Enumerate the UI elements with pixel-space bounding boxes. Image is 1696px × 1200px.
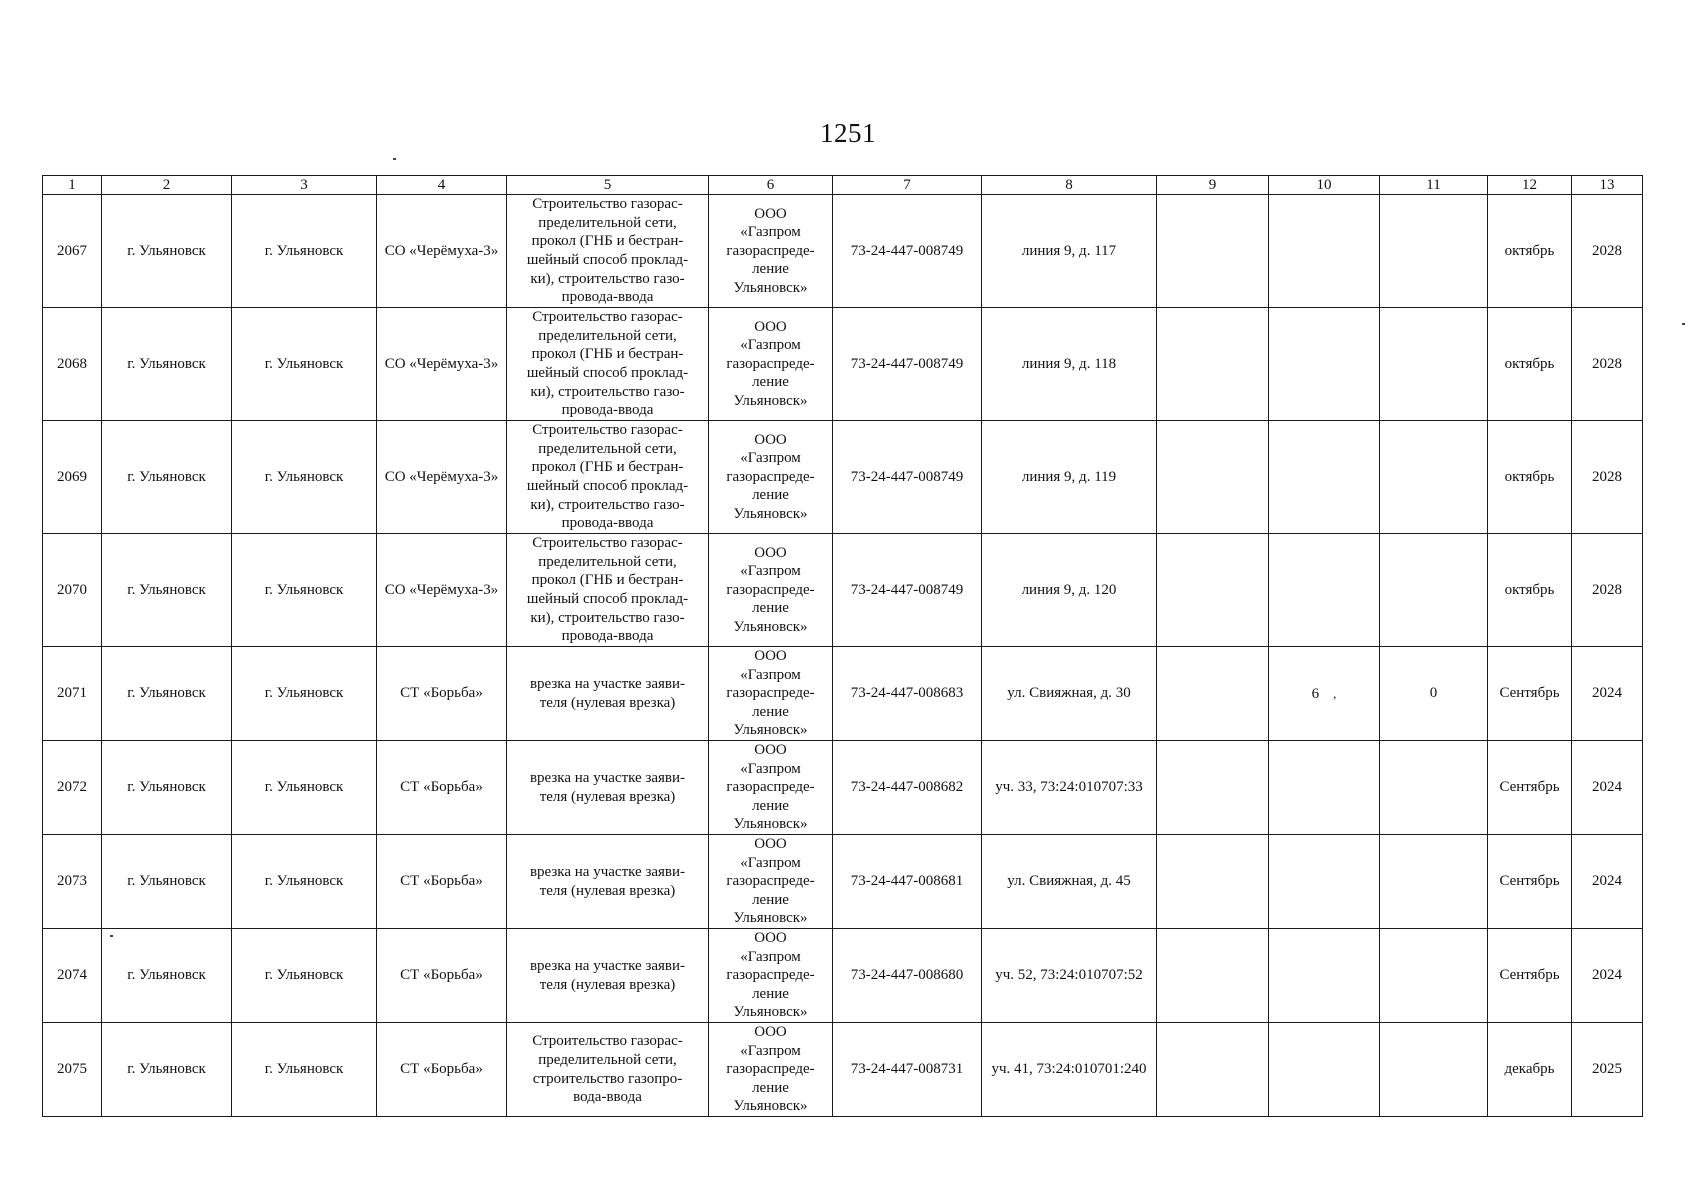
column-9-cell	[1157, 421, 1269, 534]
column-11-cell	[1380, 929, 1488, 1023]
municipality-cell: г. Ульяновск	[102, 308, 232, 421]
code-cell: 73-24-447-008749	[833, 308, 982, 421]
work-description-line: провода-ввода	[561, 515, 654, 532]
code-cell: 73-24-447-008749	[833, 195, 982, 308]
work-description-cell	[507, 835, 709, 929]
organization-line: ООО	[754, 742, 787, 759]
address-cell: линия 9, д. 119	[982, 421, 1157, 534]
organization-line: ООО	[754, 1024, 787, 1041]
work-description-line: пределительной сети,	[538, 1051, 677, 1068]
organization-line: ление	[752, 600, 789, 617]
register-table	[42, 175, 1643, 1117]
work-description-line: пределительной сети,	[538, 440, 677, 457]
municipality-cell: г. Ульяновск	[102, 835, 232, 929]
organization-line: «Газпром	[740, 1042, 801, 1059]
organization-line: Ульяновск»	[733, 279, 808, 296]
object-cell: СО «Черёмуха-3»	[377, 195, 507, 308]
column-9-cell	[1157, 1023, 1269, 1117]
work-description-line: Строительство газорас-	[532, 309, 683, 326]
organization-line: «Газпром	[740, 854, 801, 871]
code-cell: 73-24-447-008681	[833, 835, 982, 929]
organization-line: ление	[752, 374, 789, 391]
row-number-cell: 2068	[43, 308, 102, 421]
work-description-line: шейный способ проклад-	[526, 478, 689, 494]
work-description-line: шейный способ проклад-	[526, 365, 689, 381]
organization-line: Ульяновск»	[733, 392, 808, 409]
organization-cell	[709, 534, 833, 647]
work-description-line: теля (нулевая врезка)	[539, 976, 676, 993]
row-number-cell: 2072	[43, 741, 102, 835]
year-cell: 2024	[1572, 929, 1643, 1023]
column-11-cell: 0	[1380, 647, 1488, 741]
address-cell: линия 9, д. 117	[982, 195, 1157, 308]
organization-line: Ульяновск»	[733, 505, 808, 522]
row-number-cell: 2070	[43, 534, 102, 647]
organization-cell	[709, 421, 833, 534]
organization-line: Ульяновск»	[733, 910, 808, 927]
work-description-line: шейный способ проклад-	[526, 591, 689, 607]
organization-line: ление	[752, 261, 789, 278]
work-description-line: ки), строительство газо-	[530, 496, 685, 513]
column-9-cell	[1157, 534, 1269, 647]
year-cell: 2024	[1572, 647, 1643, 741]
settlement-cell: г. Ульяновск	[232, 195, 377, 308]
address-cell: линия 9, д. 118	[982, 308, 1157, 421]
work-description-line: ки), строительство газо-	[530, 270, 685, 287]
organization-cell	[709, 308, 833, 421]
year-cell: 2028	[1572, 195, 1643, 308]
month-cell: Сентябрь	[1488, 647, 1572, 741]
work-description-cell	[507, 534, 709, 647]
settlement-cell: г. Ульяновск	[232, 534, 377, 647]
organization-line: «Газпром	[740, 224, 801, 241]
organization-line: ление	[752, 703, 789, 720]
work-description-line: ки), строительство газо-	[530, 383, 685, 400]
work-description-line: Строительство газорас-	[532, 422, 683, 439]
row-number-cell: 2074	[43, 929, 102, 1023]
column-10-cell	[1269, 929, 1380, 1023]
year-cell: 2028	[1572, 534, 1643, 647]
organization-line: «Газпром	[740, 563, 801, 580]
column-11-cell	[1380, 741, 1488, 835]
work-description-line: шейный способ проклад-	[526, 252, 689, 268]
code-cell: 73-24-447-008680	[833, 929, 982, 1023]
organization-line: «Газпром	[740, 948, 801, 965]
object-cell: СО «Черёмуха-3»	[377, 421, 507, 534]
column-11-cell	[1380, 421, 1488, 534]
code-cell: 73-24-447-008731	[833, 1023, 982, 1117]
column-number-cell: 1	[43, 176, 102, 195]
work-description-line: прокол (ГНБ и бестран-	[531, 346, 684, 363]
row-number-cell: 2067	[43, 195, 102, 308]
work-description-line: теля (нулевая врезка)	[539, 694, 676, 711]
work-description-line: теля (нулевая врезка)	[539, 882, 676, 899]
month-cell: Сентябрь	[1488, 929, 1572, 1023]
table-row	[43, 741, 1643, 835]
month-cell: октябрь	[1488, 421, 1572, 534]
municipality-cell: г. Ульяновск	[102, 741, 232, 835]
column-10-cell	[1269, 195, 1380, 308]
organization-line: газораспреде-	[726, 873, 815, 890]
address-cell: уч. 41, 73:24:010701:240	[982, 1023, 1157, 1117]
settlement-cell: г. Ульяновск	[232, 308, 377, 421]
table-row	[43, 647, 1643, 741]
column-number-cell: 2	[102, 176, 232, 195]
municipality-cell: г. Ульяновск	[102, 929, 232, 1023]
table-row	[43, 421, 1643, 534]
row-number-cell: 2069	[43, 421, 102, 534]
month-cell: Сентябрь	[1488, 741, 1572, 835]
column-10-cell	[1269, 1023, 1380, 1117]
organization-cell	[709, 195, 833, 308]
month-cell: октябрь	[1488, 195, 1572, 308]
organization-line: ООО	[754, 431, 787, 448]
municipality-cell: г. Ульяновск	[102, 647, 232, 741]
organization-line: ление	[752, 985, 789, 1002]
address-cell: линия 9, д. 120	[982, 534, 1157, 647]
row-number-cell: 2071	[43, 647, 102, 741]
settlement-cell: г. Ульяновск	[232, 835, 377, 929]
settlement-cell: г. Ульяновск	[232, 647, 377, 741]
work-description-line: провода-ввода	[561, 289, 654, 306]
column-9-cell	[1157, 195, 1269, 308]
organization-line: ООО	[754, 836, 787, 853]
address-cell: уч. 33, 73:24:010707:33	[982, 741, 1157, 835]
year-cell: 2028	[1572, 308, 1643, 421]
column-number-cell: 5	[507, 176, 709, 195]
work-description-line: Строительство газорас-	[532, 196, 683, 213]
organization-line: газораспреде-	[726, 685, 815, 702]
organization-line: ООО	[754, 930, 787, 947]
column-number-cell: 8	[982, 176, 1157, 195]
object-cell: СО «Черёмуха-3»	[377, 308, 507, 421]
organization-line: газораспреде-	[726, 1061, 815, 1078]
organization-cell	[709, 929, 833, 1023]
month-cell: октябрь	[1488, 534, 1572, 647]
object-cell: СТ «Борьба»	[377, 647, 507, 741]
object-cell: СТ «Борьба»	[377, 741, 507, 835]
municipality-cell: г. Ульяновск	[102, 421, 232, 534]
table-row	[43, 308, 1643, 421]
address-cell: ул. Свияжная, д. 30	[982, 647, 1157, 741]
column-9-cell	[1157, 308, 1269, 421]
column-number-cell: 11	[1380, 176, 1488, 195]
municipality-cell: г. Ульяновск	[102, 534, 232, 647]
column-number-cell: 10	[1269, 176, 1380, 195]
work-description-cell	[507, 1023, 709, 1117]
work-description-cell	[507, 929, 709, 1023]
work-description-line: пределительной сети,	[538, 214, 677, 231]
column-11-cell	[1380, 195, 1488, 308]
scan-speck	[393, 158, 396, 160]
column-11-cell	[1380, 835, 1488, 929]
organization-line: ление	[752, 1079, 789, 1096]
work-description-line: прокол (ГНБ и бестран-	[531, 459, 684, 476]
month-cell: октябрь	[1488, 308, 1572, 421]
column-number-cell: 6	[709, 176, 833, 195]
organization-line: ООО	[754, 318, 787, 335]
column-10-cell	[1269, 534, 1380, 647]
year-cell: 2028	[1572, 421, 1643, 534]
column-9-cell	[1157, 929, 1269, 1023]
work-description-cell	[507, 421, 709, 534]
work-description-line: прокол (ГНБ и бестран-	[531, 233, 684, 250]
organization-line: ление	[752, 487, 789, 504]
organization-line: газораспреде-	[726, 581, 815, 598]
column-10-cell	[1269, 741, 1380, 835]
work-description-line: провода-ввода	[561, 628, 654, 645]
column-number-cell: 13	[1572, 176, 1643, 195]
organization-line: газораспреде-	[726, 355, 815, 372]
code-cell: 73-24-447-008749	[833, 421, 982, 534]
column-11-cell	[1380, 534, 1488, 647]
year-cell: 2024	[1572, 835, 1643, 929]
settlement-cell: г. Ульяновск	[232, 1023, 377, 1117]
scan-speck	[1682, 323, 1685, 325]
municipality-cell: г. Ульяновск	[102, 1023, 232, 1117]
work-description-line: строительство газопро-	[532, 1070, 683, 1087]
work-description-cell	[507, 741, 709, 835]
object-cell: СТ «Борьба»	[377, 1023, 507, 1117]
column-number-cell: 3	[232, 176, 377, 195]
work-description-line: прокол (ГНБ и бестран-	[531, 572, 684, 589]
organization-line: ление	[752, 797, 789, 814]
organization-line: «Газпром	[740, 337, 801, 354]
table-row	[43, 1023, 1643, 1117]
work-description-line: ки), строительство газо-	[530, 609, 685, 626]
organization-line: Ульяновск»	[733, 1098, 808, 1115]
organization-line: «Газпром	[740, 760, 801, 777]
work-description-line: вода-ввода	[573, 1089, 642, 1106]
work-description-line: врезка на участке заяви-	[529, 863, 686, 880]
work-description-cell	[507, 195, 709, 308]
organization-line: ООО	[754, 205, 787, 222]
address-cell: ул. Свияжная, д. 45	[982, 835, 1157, 929]
municipality-cell: г. Ульяновск	[102, 195, 232, 308]
column-10-cell	[1269, 308, 1380, 421]
address-cell: уч. 52, 73:24:010707:52	[982, 929, 1157, 1023]
settlement-cell: г. Ульяновск	[232, 741, 377, 835]
organization-line: ООО	[754, 648, 787, 665]
organization-line: Ульяновск»	[733, 618, 808, 635]
organization-cell	[709, 835, 833, 929]
organization-line: газораспреде-	[726, 967, 815, 984]
table-row	[43, 835, 1643, 929]
column-number-cell: 4	[377, 176, 507, 195]
year-cell: 2024	[1572, 741, 1643, 835]
organization-line: Ульяновск»	[733, 816, 808, 833]
work-description-cell	[507, 308, 709, 421]
work-description-cell	[507, 647, 709, 741]
work-description-line: врезка на участке заяви-	[529, 769, 686, 786]
month-cell: Сентябрь	[1488, 835, 1572, 929]
object-cell: СО «Черёмуха-3»	[377, 534, 507, 647]
column-11-cell	[1380, 1023, 1488, 1117]
organization-line: газораспреде-	[726, 242, 815, 259]
month-cell: декабрь	[1488, 1023, 1572, 1117]
column-10-cell	[1269, 421, 1380, 534]
page-number: 1251	[820, 118, 876, 148]
scan-mark: ,	[1333, 685, 1337, 701]
object-cell: СТ «Борьба»	[377, 929, 507, 1023]
organization-cell	[709, 1023, 833, 1117]
organization-line: Ульяновск»	[733, 722, 808, 739]
code-cell: 73-24-447-008749	[833, 534, 982, 647]
column-9-cell	[1157, 741, 1269, 835]
organization-cell	[709, 741, 833, 835]
organization-cell	[709, 647, 833, 741]
column-10-value: 6	[1311, 685, 1320, 702]
work-description-line: теля (нулевая врезка)	[539, 788, 676, 805]
column-10-cell	[1269, 647, 1380, 741]
row-number-cell: 2075	[43, 1023, 102, 1117]
settlement-cell: г. Ульяновск	[232, 421, 377, 534]
column-9-cell	[1157, 835, 1269, 929]
work-description-line: провода-ввода	[561, 402, 654, 419]
work-description-line: врезка на участке заяви-	[529, 675, 686, 692]
code-cell: 73-24-447-008682	[833, 741, 982, 835]
work-description-line: пределительной сети,	[538, 327, 677, 344]
code-cell: 73-24-447-008683	[833, 647, 982, 741]
column-number-cell: 7	[833, 176, 982, 195]
organization-line: Ульяновск»	[733, 1004, 808, 1021]
organization-line: газораспреде-	[726, 468, 815, 485]
year-cell: 2025	[1572, 1023, 1643, 1117]
row-number-cell: 2073	[43, 835, 102, 929]
column-number-cell: 12	[1488, 176, 1572, 195]
column-number-cell: 9	[1157, 176, 1269, 195]
object-cell: СТ «Борьба»	[377, 835, 507, 929]
table-row	[43, 929, 1643, 1023]
column-11-cell	[1380, 308, 1488, 421]
organization-line: «Газпром	[740, 666, 801, 683]
organization-line: ООО	[754, 544, 787, 561]
organization-line: «Газпром	[740, 450, 801, 467]
work-description-line: пределительной сети,	[538, 553, 677, 570]
column-9-cell	[1157, 647, 1269, 741]
column-number-row	[43, 176, 1643, 195]
organization-line: ление	[752, 891, 789, 908]
table-row	[43, 195, 1643, 308]
organization-line: газораспреде-	[726, 779, 815, 796]
work-description-line: врезка на участке заяви-	[529, 957, 686, 974]
work-description-line: Строительство газорас-	[532, 535, 683, 552]
settlement-cell: г. Ульяновск	[232, 929, 377, 1023]
work-description-line: Строительство газорас-	[532, 1033, 683, 1050]
column-10-cell	[1269, 835, 1380, 929]
table-row	[43, 534, 1643, 647]
